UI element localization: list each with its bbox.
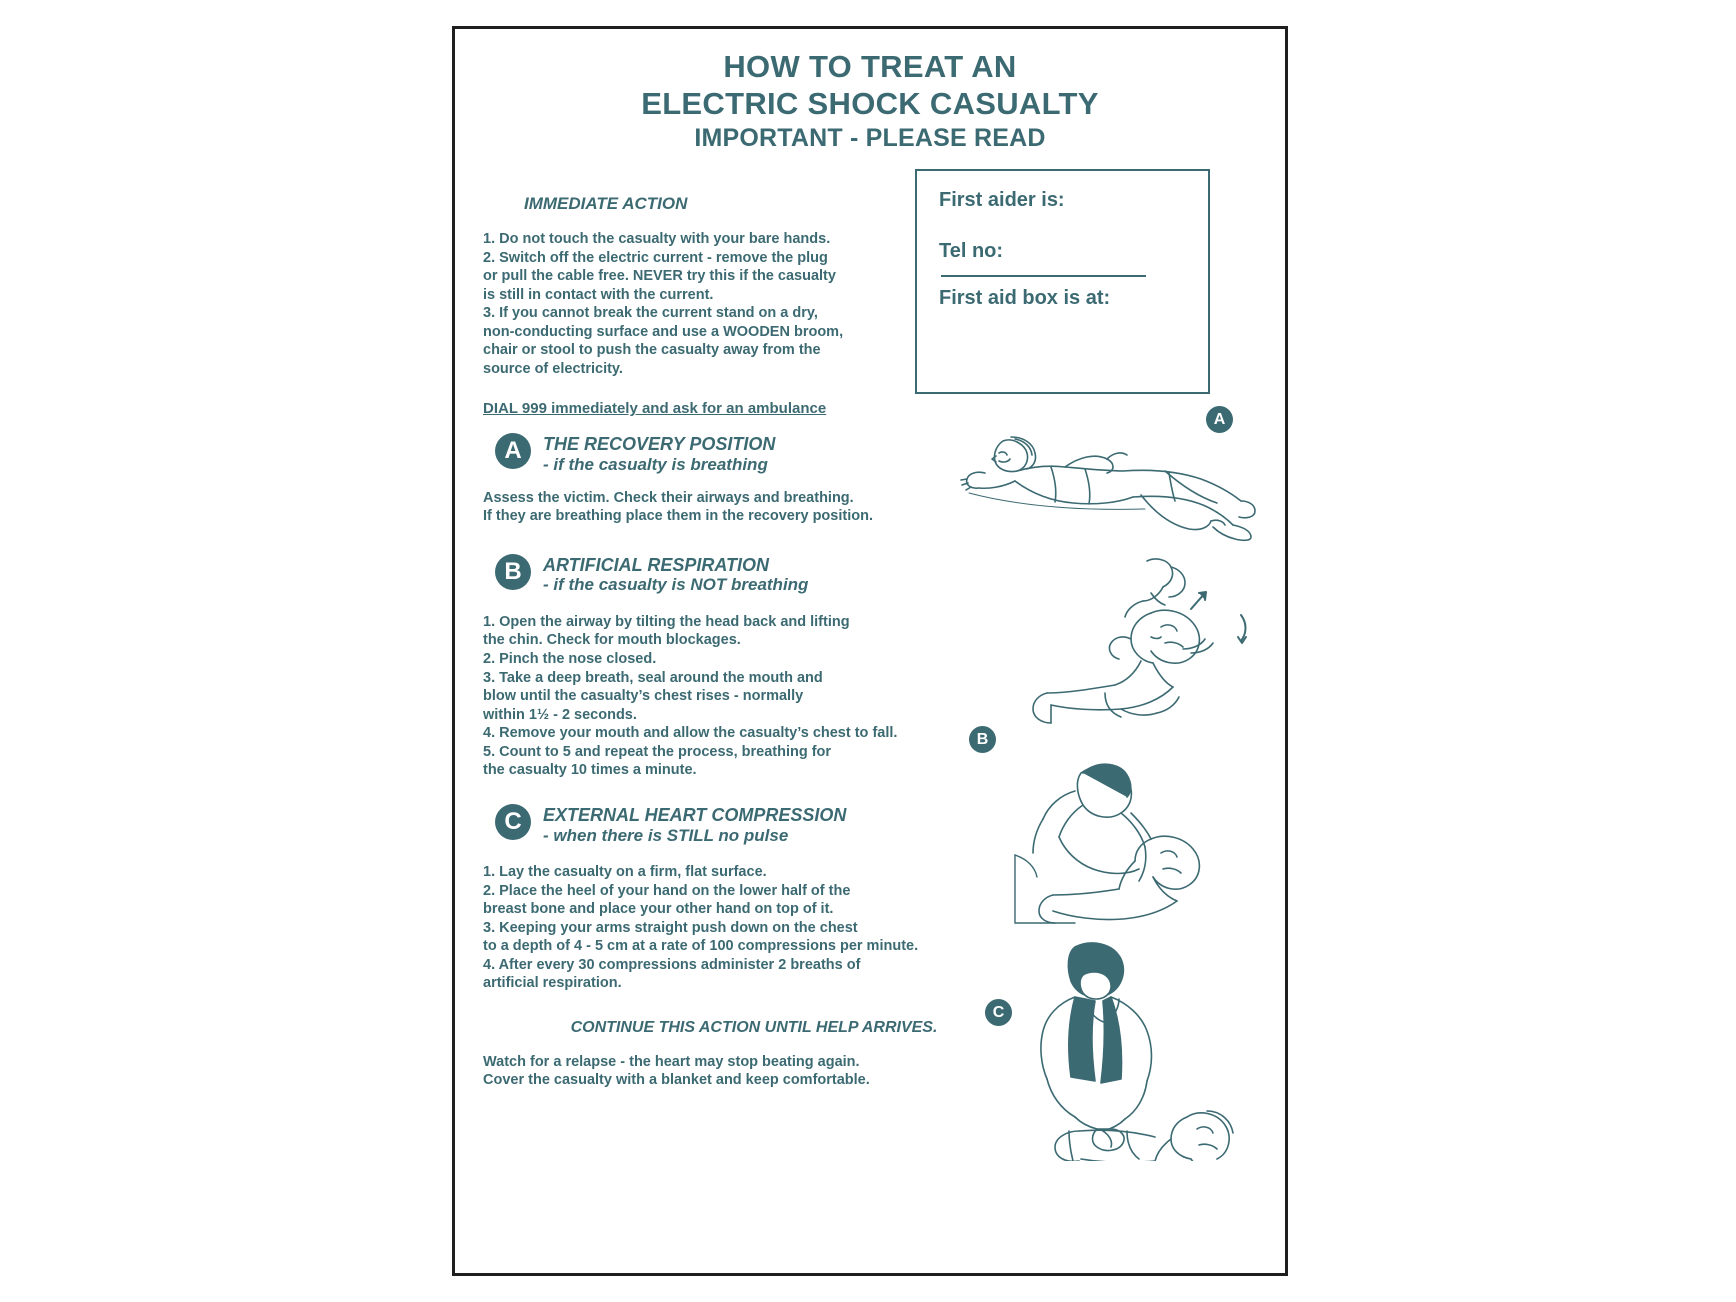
immediate-line: is still in contact with the current. [483,286,714,303]
step-b-line: blow until the casualty’s chest rises - normally [483,688,804,705]
footer-text [483,1053,999,1090]
illustration-marker-b: B [969,726,996,753]
step-b-title: ARTIFICIAL RESPIRATION [543,554,770,575]
immediate-line: source of electricity. [483,360,623,377]
step-c-line: 4. After every 30 compressions administer 2 breaths of [483,956,861,973]
step-a-line: Assess the victim. Check their airways and breathing. [483,489,854,506]
immediate-line: 2. Switch off the electric current - remove the plug [483,249,828,266]
step-c-subtitle: - when there is STILL no pulse [543,825,789,845]
step-c-text [483,863,999,993]
immediate-line: 3. If you cannot break the current stand on a dry, [483,305,818,322]
step-b-line: within 1½ - 2 seconds. [483,706,637,723]
chest-compression-drawing [955,931,1285,1161]
title-line-3: IMPORTANT - PLEASE READ [694,124,1046,153]
step-c [479,804,999,845]
step-a-text [483,489,999,526]
tel-no-label: Tel no: [939,240,1004,262]
step-b-line: the chin. Check for mouth blockages. [483,632,741,649]
step-b-badge: B [495,554,531,590]
open-airway-drawing [955,553,1285,743]
recovery-position-drawing [955,409,1285,544]
step-b-subtitle: - if the casualty is NOT breathing [543,575,809,595]
step-a-badge: A [495,433,531,469]
first-aid-box-label: First aid box is at: [939,287,1111,309]
rescue-breaths-drawing [955,747,1285,927]
step-a-line: If they are breathing place them in the recovery position. [483,508,873,525]
immediate-action-heading: IMMEDIATE ACTION [524,194,688,213]
step-a-subtitle: - if the casualty is breathing [543,455,768,475]
step-c-badge: C [495,804,531,840]
immediate-line: 1. Do not touch the casualty with your bare hands. [483,231,831,247]
dial-999-notice: DIAL 999 immediately and ask for an ambulance [483,400,827,418]
illustration-recovery-position [955,409,1285,549]
step-c-title: EXTERNAL HEART COMPRESSION [543,804,847,825]
immediate-line: or pull the cable free. NEVER try this if the casualty [483,268,836,285]
step-c-line: artificial respiration. [483,975,622,992]
instructions-column [479,194,999,1090]
step-b-line: the casualty 10 times a minute. [483,762,697,779]
immediate-line: chair or stool to push the casualty away from the [483,342,821,359]
step-c-line: breast bone and place your other hand on top of it. [483,901,834,918]
continue-notice: CONTINUE THIS ACTION UNTIL HELP ARRIVES. [570,1018,938,1036]
step-a-title: THE RECOVERY POSITION [543,434,776,455]
footer-line: Cover the casualty with a blanket and keep comfortable. [483,1072,870,1089]
page-title [455,29,1285,153]
step-b-line: 2. Pinch the nose closed. [483,651,657,668]
poster [452,26,1288,1276]
step-c-line: 3. Keeping your arms straight push down on the chest [483,919,858,936]
step-c-line: to a depth of 4 - 5 cm at a rate of 100 compressions per minute. [483,938,919,955]
title-line-2: ELECTRIC SHOCK CASUALTY [641,85,1099,121]
illustration-chest-compression [955,931,1285,1161]
step-b-line: 1. Open the airway by tilting the head back and lifting [483,613,850,630]
step-b-line: 5. Count to 5 and repeat the process, breathing for [483,743,832,760]
first-aider-label: First aider is: [939,189,1065,211]
illustration-open-airway [955,553,1285,748]
step-c-line: 2. Place the heel of your hand on the lower half of the [483,882,851,899]
illustration-marker-c: C [985,999,1012,1026]
illustration-marker-a: A [1206,406,1233,433]
step-b-text [483,613,999,780]
step-b-line: 3. Take a deep breath, seal around the mouth and [483,669,823,686]
step-c-line: 1. Lay the casualty on a firm, flat surface. [483,864,767,881]
illustrations-column [955,409,1285,1165]
illustration-rescue-breaths [955,747,1285,927]
step-b-line: 4. Remove your mouth and allow the casualty’s chest to fall. [483,725,898,742]
step-b [479,554,999,595]
step-a [479,433,999,474]
title-line-1: HOW TO TREAT AN [723,49,1017,84]
immediate-line: non-conducting surface and use a WOODEN broom, [483,323,844,340]
immediate-action-text [483,230,999,378]
footer-line: Watch for a relapse - the heart may stop beating again. [483,1053,860,1070]
